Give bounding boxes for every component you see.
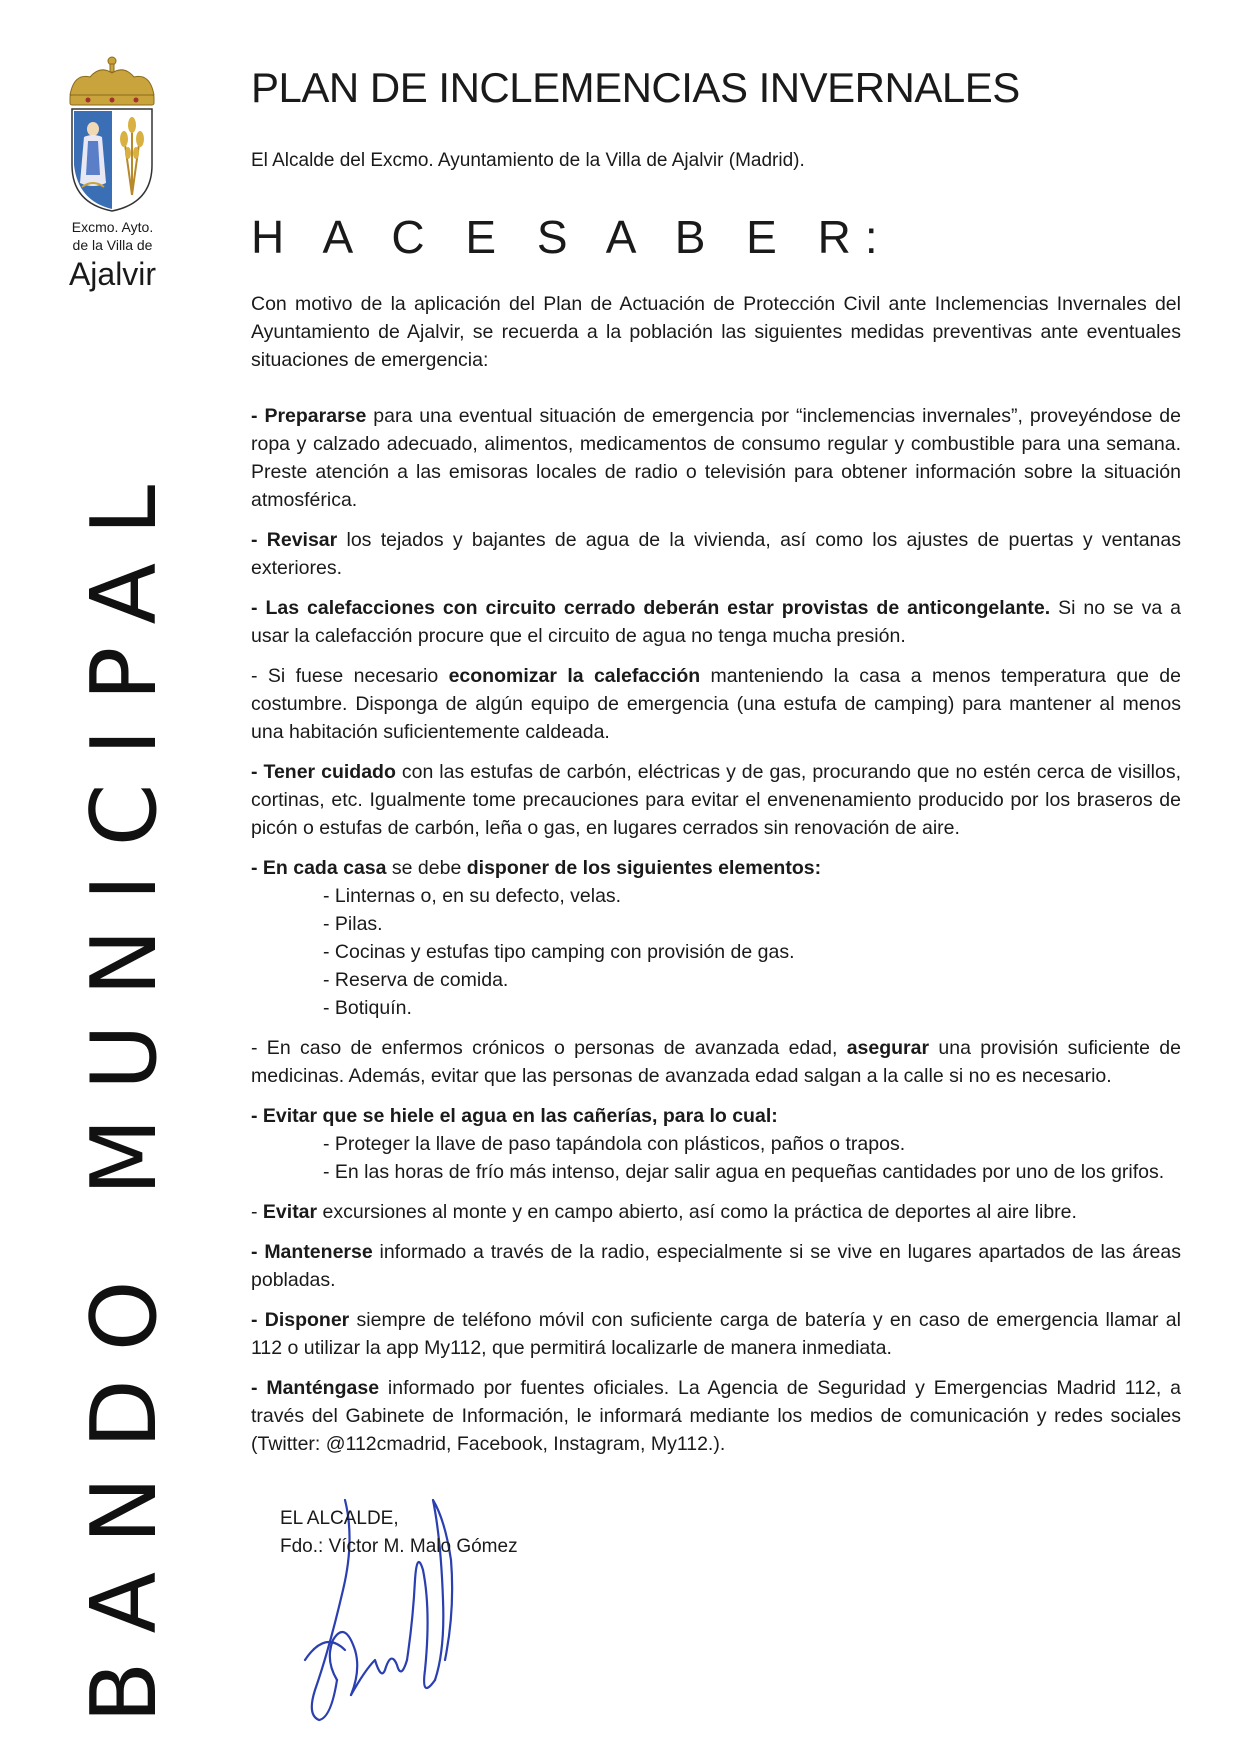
paragraph-text: los tejados y bajantes de agua de la vivienda, así como los ajustes de puertas y ventanas exteriores. [251, 529, 1181, 579]
bold-text: - En cada casa [251, 857, 387, 879]
org-line-1: Excmo. Ayto. [71, 219, 154, 235]
bold-text: - Disponer [251, 1309, 350, 1331]
list-item: - Pilas. [323, 913, 383, 935]
paragraph-calefacciones [251, 594, 1181, 650]
paragraph-text: una provisión suficiente de medicinas. Además, evitar que las personas de avanzada edad salgan a la calle si no es necesario. [251, 1037, 1181, 1087]
bold-text: - Las calefacciones con circuito cerrado deberán estar provistas de anticongelante. [251, 597, 1051, 619]
bold-text: - Prepararse [251, 405, 367, 427]
list-item: - En las horas de frío más intenso, dejar salir agua en pequeñas cantidades por uno de los grifos. [323, 1161, 1165, 1183]
bold-text: asegurar [846, 1037, 930, 1059]
signature-role: EL ALCALDE, [280, 1508, 399, 1529]
paragraph-text: para una eventual situación de emergencia por “inclemencias invernales”, proveyéndose de ropa y calzado adecuado, alimentos, medicamentos de consumo regular y combustible para una semana. Preste atención a las emisoras locales de radio o televisión para obtener información sobre la situación atmosférica. [251, 405, 1181, 511]
bold-text: - Manténgase [251, 1377, 380, 1399]
document-subtitle: El Alcalde del Excmo. Ayuntamiento de la Villa de Ajalvir (Madrid). [251, 150, 805, 171]
paragraph-disponer [251, 1306, 1181, 1362]
pipes-list [323, 1130, 1181, 1186]
org-line-2: de la Villa de [72, 237, 153, 253]
document-title: PLAN DE INCLEMENCIAS INVERNALES [251, 64, 1020, 111]
list-item: - Proteger la llave de paso tapándola con plásticos, paños o trapos. [323, 1133, 906, 1155]
paragraph-text: excursiones al monte y en campo abierto, así como la práctica de deportes al aire libre. [317, 1201, 1077, 1223]
coat-of-arms-icon [60, 55, 165, 215]
list-item: - Cocinas y estufas tipo camping con provisión de gas. [323, 941, 795, 963]
list-item: - Linternas o, en su defecto, velas. [323, 885, 622, 907]
bold-text: - Mantenerse [251, 1241, 373, 1263]
signature-name: Fdo.: Víctor M. Malo Gómez [280, 1536, 518, 1557]
paragraph-text: - En caso de enfermos crónicos o personas de avanzada edad, [251, 1037, 847, 1059]
intro-paragraph: Con motivo de la aplicación del Plan de Actuación de Protección Civil ante Inclemencias Invernales del Ayuntamiento de Ajalvir, se recuerda a la población las siguientes medidas preventivas ante eventuales situaciones de emergencia: [251, 293, 1181, 371]
paragraph-text: - Si fuese necesario [251, 665, 449, 687]
paragraph-text: siempre de teléfono móvil con suficiente carga de batería y en caso de emergencia llamar al 112 o utilizar la app My112, que permitirá localizarle de manera inmediata. [251, 1309, 1181, 1359]
list-item: - Botiquín. [323, 997, 412, 1019]
paragraph-enfermos [251, 1034, 1181, 1090]
paragraph-prepararse [251, 402, 1181, 514]
paragraph-evitar [251, 1198, 1181, 1226]
body-text [251, 290, 1181, 1470]
paragraph-en-cada-casa [251, 854, 1181, 882]
sidebar [0, 0, 230, 1755]
signature-block [280, 1505, 518, 1561]
bold-text: disponer de los siguientes elementos: [466, 857, 822, 879]
hace-saber-heading: H A C E S A B E R: [251, 211, 892, 263]
org-name: Ajalvir [68, 256, 157, 292]
paragraph-canerias [251, 1102, 1181, 1130]
paragraph-text: manteniendo la casa a menos temperatura que de costumbre. Disponga de algún equipo de emergencia (una estufa de camping) para mantener al menos una habitación suficientemente caldeada. [251, 665, 1181, 743]
paragraph-text: - [251, 1201, 263, 1223]
paragraph-text: informado a través de la radio, especialmente si se vive en lugares apartados de las áreas pobladas. [251, 1241, 1181, 1291]
elements-list [323, 882, 1181, 1022]
bold-text: - Tener cuidado [251, 761, 396, 783]
bold-text: economizar la calefacción [448, 665, 701, 687]
bold-text: - Revisar [251, 529, 338, 551]
paragraph-text: se debe [386, 857, 467, 879]
paragraph-revisar [251, 526, 1181, 582]
paragraph-text: Si no se va a usar la calefacción procure que el circuito de agua no tenga mucha presión. [251, 597, 1181, 647]
paragraph-text: informado por fuentes oficiales. La Agencia de Seguridad y Emergencias Madrid 112, a través del Gabinete de Información, le informará mediante los medios de comunicación y redes sociales (Twitter: @112cmadrid, Facebook, Instagram, My112.). [251, 1377, 1182, 1455]
paragraph-tener-cuidado [251, 758, 1181, 842]
list-item: - Reserva de comida. [323, 969, 509, 991]
paragraph-text: con las estufas de carbón, eléctricas y de gas, procurando que no estén cerca de visillos, cortinas, etc. Igualmente tome precauciones para evitar el envenenamiento producido por los braseros de picón o estufas de carbón, leña o gas, en lugares cerrados sin renovación de aire. [251, 761, 1181, 839]
bold-text: - Evitar que se hiele el agua en las cañerías, para lo cual: [251, 1105, 778, 1127]
paragraph-mantengase [251, 1374, 1181, 1458]
paragraph-economizar [251, 662, 1181, 746]
vertical-title: BANDO MUNICIPAL [72, 456, 177, 1724]
paragraph-mantenerse [251, 1238, 1181, 1294]
bold-text: Evitar [262, 1201, 318, 1223]
